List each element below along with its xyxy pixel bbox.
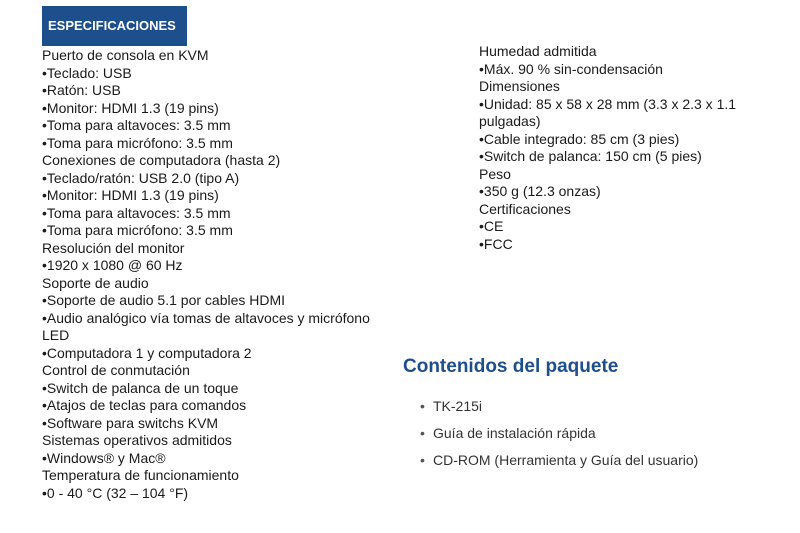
spec-line: •Toma para micrófono: 3.5 mm (42, 222, 233, 238)
spec-line: •FCC (479, 235, 513, 252)
spec-line: •Teclado: USB (42, 64, 132, 81)
spec-line: •0 - 40 °C (32 – 104 °F) (42, 484, 189, 501)
spec-line: •1920 x 1080 @ 60 Hz (42, 257, 183, 273)
spec-line: •350 g (12.3 onzas) (479, 183, 601, 199)
spec-line: •Monitor: HDMI 1.3 (19 pins) (42, 99, 219, 116)
spec-line: Peso (479, 165, 511, 182)
spec-line: Control de conmutación (42, 362, 190, 378)
spec-line: •Software para switchs KVM (42, 414, 219, 431)
specifications-header: ESPECIFICACIONES (42, 6, 187, 46)
spec-line: Soporte de audio (42, 274, 149, 291)
list-item (420, 397, 698, 424)
spec-line: •Audio analógico vía tomas de altavoces y micrófono (42, 309, 370, 326)
spec-line: Certificaciones (479, 200, 571, 217)
spec-line: •Switch de palanca de un toque (42, 379, 239, 396)
package-contents-title: Contenidos del paquete (403, 356, 619, 377)
spec-line: •Teclado/ratón: USB 2.0 (tipo A) (42, 169, 240, 186)
bullet-icon: • (420, 398, 425, 414)
spec-line: •Toma para altavoces: 3.5 mm (42, 204, 231, 221)
spec-line: •Toma para micrófono: 3.5 mm (42, 134, 233, 151)
spec-line: Temperatura de funcionamiento (42, 467, 239, 483)
spec-line: •Ratón: USB (42, 82, 121, 98)
package-item-label: Guía de instalación rápida (433, 425, 596, 441)
spec-line: •Soporte de audio 5.1 por cables HDMI (42, 292, 286, 308)
package-item-label: CD-ROM (Herramienta y Guía del usuario) (433, 452, 699, 468)
package-contents-list (420, 397, 698, 478)
list-item (420, 451, 698, 478)
package-item-label: TK-215i (433, 398, 483, 414)
list-item (420, 424, 698, 451)
spec-line: •Switch de palanca: 150 cm (5 pies) (479, 148, 702, 164)
spec-line: •Computadora 1 y computadora 2 (42, 344, 252, 361)
spec-line: Dimensiones (479, 78, 560, 94)
specifications-left-column (42, 47, 402, 502)
spec-line: •Atajos de teclas para comandos (42, 397, 247, 413)
spec-line: LED (42, 327, 70, 343)
spec-line: •Toma para altavoces: 3.5 mm (42, 117, 231, 133)
specifications-right-column (479, 43, 769, 253)
spec-line: •Monitor: HDMI 1.3 (19 pins) (42, 187, 219, 203)
spec-line: •Unidad: 85 x 58 x 28 mm (3.3 x 2.3 x 1.1 pulgadas) (479, 95, 737, 129)
spec-line: •Cable integrado: 85 cm (3 pies) (479, 130, 680, 147)
spec-line: •CE (479, 218, 504, 234)
spec-line: Humedad admitida (479, 43, 597, 59)
bullet-icon: • (420, 425, 425, 441)
spec-line: Conexiones de computadora (hasta 2) (42, 152, 281, 168)
bullet-icon: • (420, 452, 425, 468)
spec-line: •Windows® y Mac® (42, 449, 166, 466)
spec-line: •Máx. 90 % sin-condensación (479, 60, 663, 77)
spec-line: Resolución del monitor (42, 239, 185, 256)
spec-line: Puerto de consola en KVM (42, 47, 209, 63)
spec-line: Sistemas operativos admitidos (42, 432, 232, 448)
